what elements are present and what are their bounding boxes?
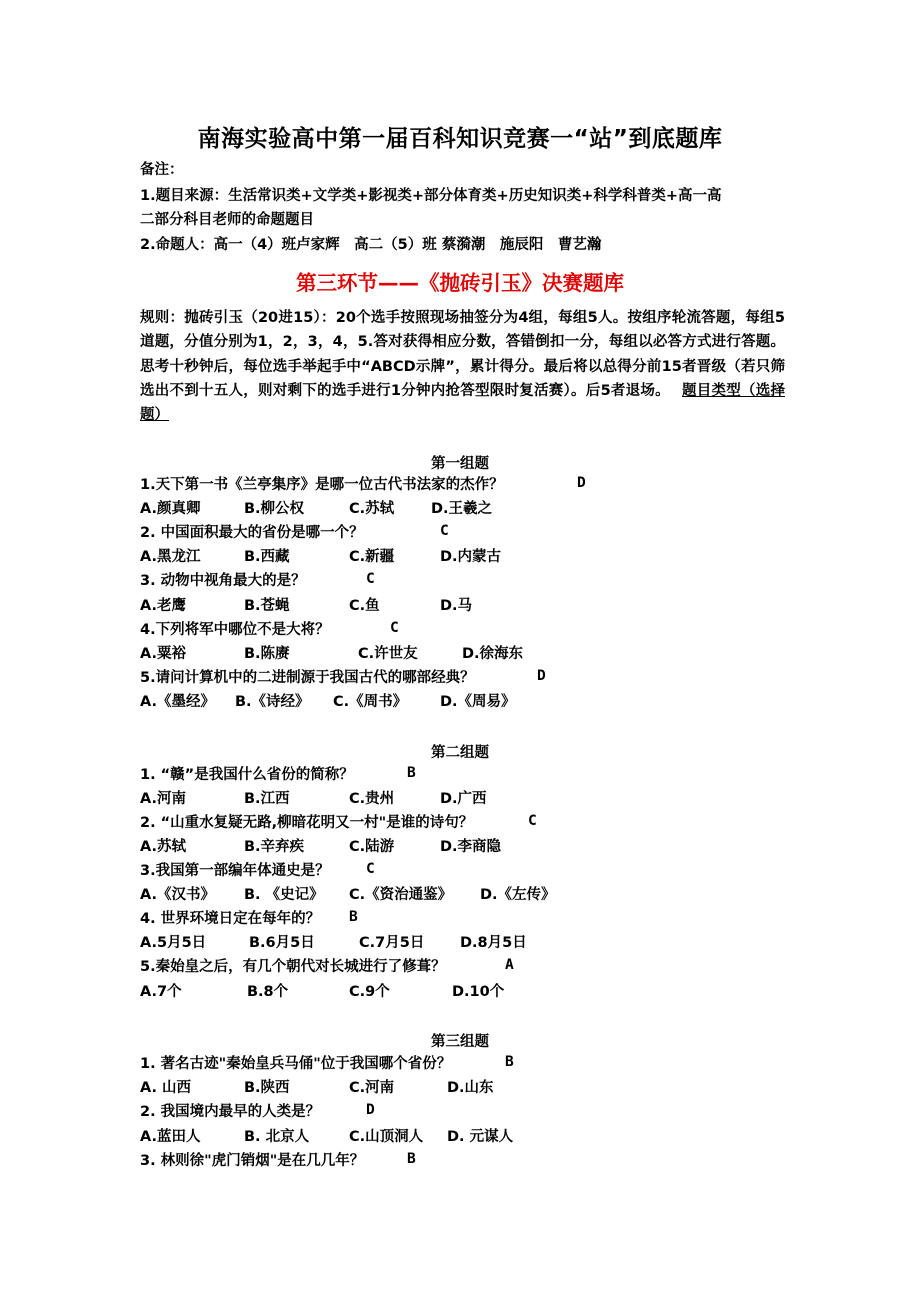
option-b: B.陕西 [244, 1080, 290, 1096]
question-answer: B [505, 1054, 514, 1070]
option-c: C.山顶洞人 [349, 1129, 424, 1145]
question-text: 4. 世界环境日定在每年的？ [140, 911, 321, 927]
question-answer: D [537, 668, 546, 684]
question-text: 3. 动物中视角最大的是？ [140, 573, 306, 589]
option-b: B.柳公权 [244, 501, 305, 517]
question-answer: B [407, 1151, 416, 1167]
question-text: 1.天下第一书《兰亭集序》是哪一位古代书法家的杰作？ [140, 477, 504, 493]
question-text: 2. 我国境内最早的人类是？ [140, 1104, 321, 1120]
option-b: B.陈赓 [244, 646, 290, 662]
option-a: A. 山西 [140, 1080, 192, 1096]
option-c: C.贵州 [349, 791, 395, 807]
question-text: 1. “赣”是我国什么省份的简称？ [140, 767, 354, 783]
option-d: D. 元谋人 [447, 1129, 514, 1145]
question-text: 4.下列将军中哪位不是大将？ [140, 622, 330, 638]
question-answer: B [407, 765, 416, 781]
option-a: A.颜真卿 [140, 501, 201, 517]
option-c: C.7月5日 [359, 935, 425, 951]
option-b: B.西藏 [244, 549, 290, 565]
option-a: A.粟裕 [140, 646, 186, 662]
option-c: C.苏轼 [349, 501, 395, 517]
option-d: D.《左传》 [480, 887, 556, 903]
question-text: 5.秦始皇之后，有几个朝代对长城进行了修葺？ [140, 959, 446, 975]
question-answer: C [528, 813, 537, 829]
document-title: 南海实验高中第一届百科知识竞赛一“站”到底题库 [197, 126, 723, 152]
option-d: D.马 [440, 598, 473, 614]
option-b: B. 北京人 [244, 1129, 310, 1145]
question-type-label: 题目类型（选择题） [140, 382, 785, 424]
group-title: 第一组题 [431, 456, 489, 472]
option-d: D.10个 [452, 984, 505, 1000]
option-b: B.苍蝇 [244, 598, 290, 614]
option-a: A.5月5日 [140, 935, 207, 951]
option-b: B.《诗经》 [235, 694, 310, 710]
option-c: C.新疆 [349, 549, 395, 565]
question-answer: B [349, 909, 358, 925]
option-d: D.《周易》 [440, 694, 516, 710]
option-d: D.徐海东 [462, 646, 524, 662]
question-answer: C [440, 523, 449, 539]
option-a: A.老鹰 [140, 598, 186, 614]
question-text: 2. 中国面积最大的省份是哪一个？ [140, 525, 364, 541]
notes-authors-line: 2.命题人：高一（4）班卢家辉 高二（5）班 蔡漪潮 施辰阳 曹艺瀚 [140, 237, 602, 253]
option-a: A.7个 [140, 984, 182, 1000]
question-answer: C [390, 620, 399, 636]
option-c: C.《周书》 [333, 694, 408, 710]
rules-text: 规则：抛砖引玉（20进15）：20个选手按照现场抽签分为4组，每组5人。按组序轮流答题，每组5道题，分值分别为1，2，3，4，5.答对获得相应分数，答错倒扣一分，每组以必答方式进行答题。思考十秒钟后，每位选手举起手中“ABCD示牌”，累计得分。最后将以总得分前15者晋级（若只筛选出不到十五人，则对剩下的选手进行1分钟内抢答型限时复活赛）。后5者退场。 [140, 310, 785, 399]
option-d: D.8月5日 [460, 935, 527, 951]
question-text: 2. “山重水复疑无路,柳暗花明又一村"是谁的诗句？ [140, 815, 474, 831]
option-c: C.《资治通鉴》 [349, 887, 453, 903]
option-b: B.6月5日 [249, 935, 315, 951]
option-c: C.9个 [349, 984, 390, 1000]
question-answer: A [505, 957, 514, 973]
option-d: D.李商隐 [440, 839, 502, 855]
question-answer: C [366, 571, 375, 587]
option-d: D.山东 [447, 1080, 494, 1096]
option-a: A.苏轼 [140, 839, 186, 855]
question-text: 3.我国第一部编年体通史是？ [140, 863, 330, 879]
option-a: A.黑龙江 [140, 549, 201, 565]
option-b: B. 《史记》 [244, 887, 324, 903]
question-answer: C [366, 861, 375, 877]
option-d: D.内蒙古 [440, 549, 502, 565]
section-title: 第三环节——《抛砖引玉》决赛题库 [296, 271, 624, 295]
option-c: C.许世友 [358, 646, 418, 662]
option-b: B.江西 [244, 791, 290, 807]
question-text: 3. 林则徐"虎门销烟"是在几几年？ [140, 1153, 365, 1169]
notes-source-line-continued: 二部分科目老师的命题题目 [140, 212, 314, 228]
group-title: 第二组题 [431, 745, 489, 761]
question-text: 5.请问计算机中的二进制源于我国古代的哪部经典？ [140, 670, 475, 686]
option-a: A.《墨经》 [140, 694, 215, 710]
option-d: D.王羲之 [431, 501, 493, 517]
option-a: A.《汉书》 [140, 887, 215, 903]
option-a: A.河南 [140, 791, 186, 807]
option-a: A.蓝田人 [140, 1129, 201, 1145]
question-answer: D [366, 1102, 375, 1118]
option-b: B.辛弃疾 [244, 839, 305, 855]
group-title: 第三组题 [431, 1034, 489, 1050]
rules-paragraph [140, 306, 785, 427]
option-c: C.陆游 [349, 839, 395, 855]
question-answer: D [577, 475, 586, 491]
question-text: 1. 著名古迹"秦始皇兵马俑"位于我国哪个省份？ [140, 1056, 452, 1072]
option-b: B.8个 [247, 984, 289, 1000]
notes-source-line: 1.题目来源：生活常识类+文学类+影视类+部分体育类+历史知识类+科学科普类+高一高 [140, 188, 722, 204]
option-d: D.广西 [440, 791, 487, 807]
option-c: C.鱼 [349, 598, 380, 614]
option-c: C.河南 [349, 1080, 395, 1096]
notes-label: 备注： [140, 162, 184, 178]
